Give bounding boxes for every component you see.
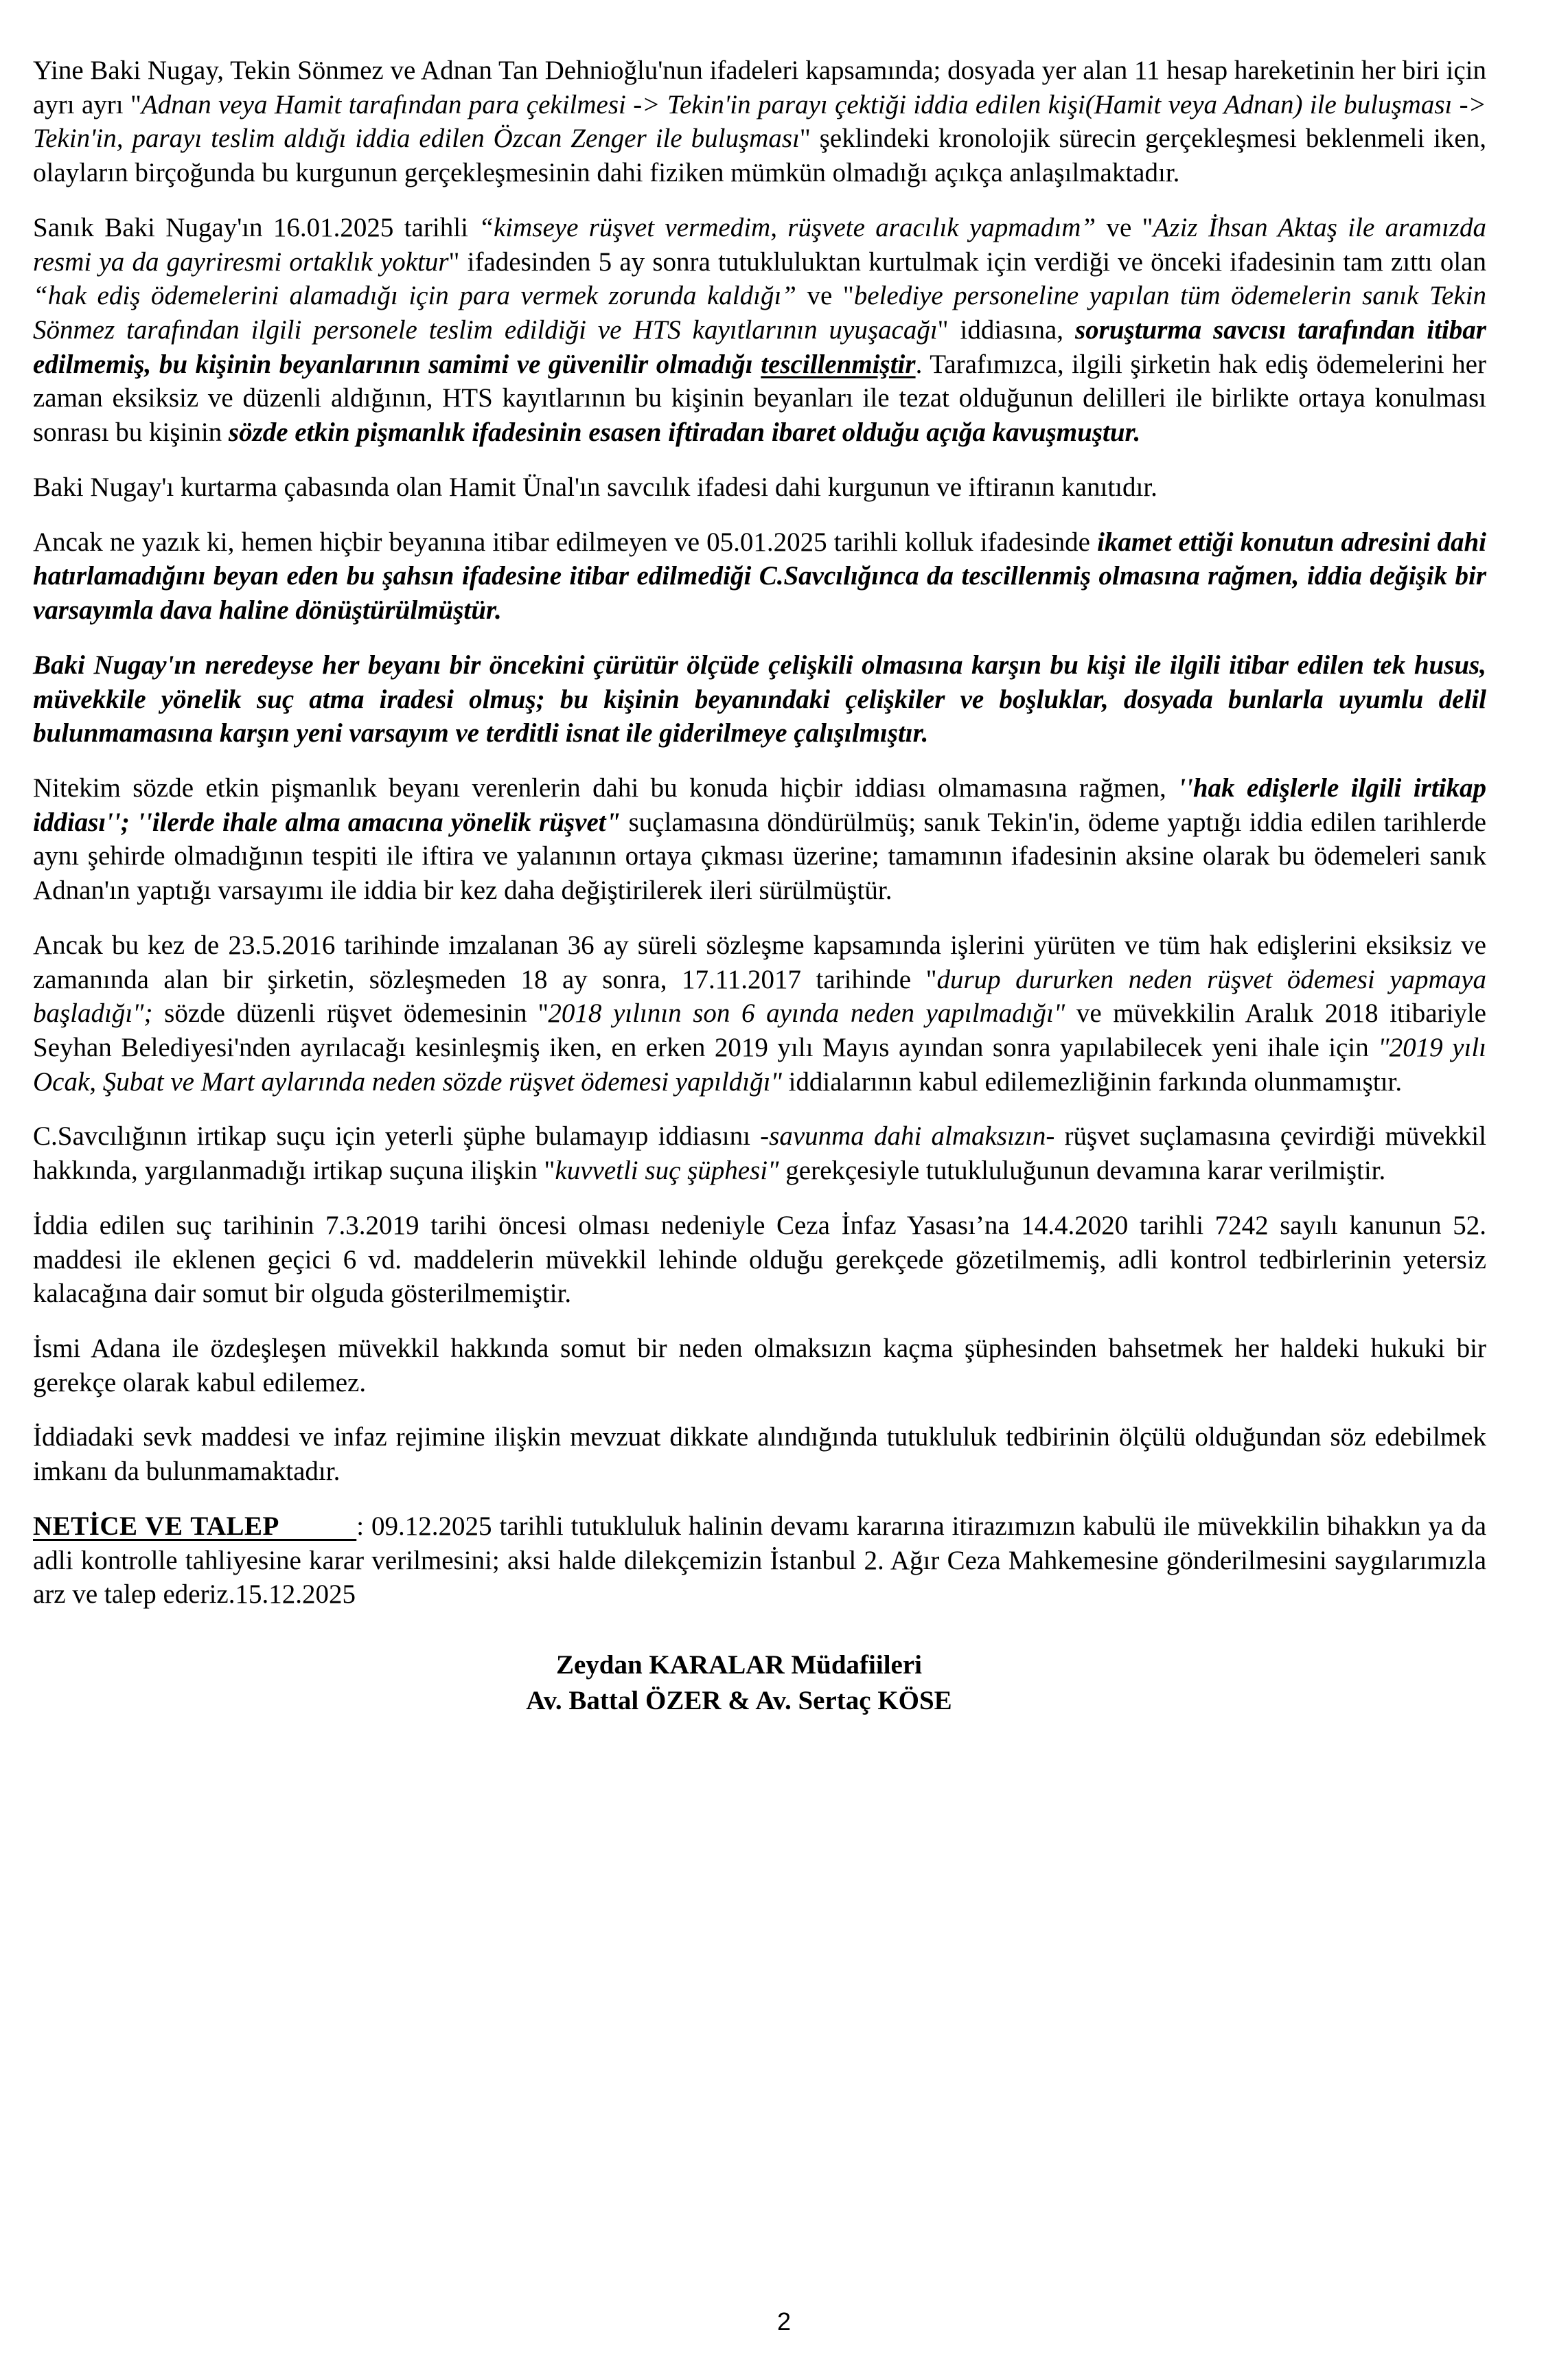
p3-text: Baki Nugay'ı kurtarma çabasında olan Hamit Ünal'ın savcılık ifadesi dahi kurgunun ve iftiranın kanıtıdır. — [33, 472, 1157, 502]
p4-emphasis: ikamet ettiği konutun adresini dahi hatırlamadığını beyan eden bu şahsın ifadesine itibar edilmediği C.Savcılığınca da tescillenmiş olmasına rağmen, iddia değişik bir varsayımla dava haline dönüştürülmüştür. — [33, 527, 1486, 626]
paragraph-9 — [33, 1209, 1486, 1311]
paragraph-1 — [33, 54, 1486, 190]
paragraph-5 — [33, 648, 1486, 751]
p8-segment-plain-3: gerekçesiyle tutukluluğunun devamına karar verilmiştir. — [779, 1156, 1386, 1186]
p1-segment-italic: Adnan veya Hamit tarafından para çekilmesi -> Tekin'in parayı çektiği iddia edilen kişi(Hamit veya Adnan) ile buluşması -> Tekin'in, parayı teslim aldığı iddia edilen Özcan Zenger ile buluşması — [33, 89, 1486, 154]
conclusion-text: : 09.12.2025 tarihli tutukluluk halinin devamı kararına itirazımızın kabulü ile müvekkilin bihakkın ya da adli kontrolle tahliyesine karar verilmesini; aksi halde dilekçemizin İstanbul 2. Ağır Ceza Mahkemesine gönderilmesini saygılarımızla arz ve talep ederiz.15.12.2025 — [33, 1511, 1486, 1610]
p11-text: İddiadaki sevk maddesi ve infaz rejimine ilişkin mevzuat dikkate alındığında tutukluluk tedbirinin ölçülü olduğundan söz edebilmek imkanı da bulunmamaktadır. — [33, 1422, 1486, 1487]
p5-text: Baki Nugay'ın neredeyse her beyanı bir öncekini çürütür ölçüde çelişkili olmasına karşın bu kişi ile ilgili itibar edilen tek husus, müvekkile yönelik suç atma iradesi olmuş; bu kişinin beyanındaki çelişkiler ve boşluklar, dosyada bunlarla uyumlu delil bulunmamasına karşın yeni varsayım ve terditli isnat ile giderilmeye çalışılmıştır. — [33, 650, 1486, 749]
p6-segment-plain-1: Nitekim sözde etkin pişmanlık beyanı verenlerin dahi bu konuda hiçbir iddiası olmamasına rağmen, — [33, 773, 1179, 803]
p2-quote-4: belediye personeline yapılan tüm ödemelerin sanık Tekin Sönmez tarafından ilgili personele teslim edildiği ve HTS kayıtlarının uyuşacağı — [33, 281, 1487, 345]
p2-emphasis-1: soruşturma savcısı tarafından itibar edilmemiş, bu kişinin beyanlarının samimi ve güvenilir olmadığı — [33, 315, 1486, 379]
signature-block — [33, 1647, 1486, 1719]
p2-quote-2: Aziz İhsan Aktaş ile aramızda resmi ya da gayriresmi ortaklık yoktur — [33, 212, 1486, 277]
paragraph-3 — [33, 470, 1486, 505]
p8-segment-plain-1: C.Savcılığının irtikap suçu için yeterli şüphe bulamayıp iddiasını - — [33, 1121, 770, 1152]
p2-emphasis-underlined: tescillenmiştir — [761, 349, 916, 379]
p2-segment-plain-5: " iddiasına, — [937, 315, 1075, 345]
paragraph-7 — [33, 928, 1486, 1099]
signature-line-2: Av. Battal ÖZER & Av. Sertaç KÖSE — [526, 1685, 952, 1715]
signature-line-1: Zeydan KARALAR Müdafiileri — [555, 1650, 922, 1680]
page-number: 2 — [776, 2307, 792, 2335]
paragraph-8 — [33, 1119, 1486, 1187]
p6-emphasis: ''hak edişlerle ilgili irtikap iddiası''; ''ilerde ihale alma amacına yönelik rüşvet" — [33, 773, 1487, 837]
p7-quote-3: "2019 yılı Ocak, Şubat ve Mart aylarında neden sözde rüşvet ödemesi yapıldığı" — [33, 1032, 1486, 1097]
p8-quote-1: kuvvetli suç şüphesi" — [555, 1156, 779, 1186]
paragraph-4 — [33, 525, 1486, 628]
p2-segment-plain-1: Sanık Baki Nugay'ın 16.01.2025 tarihli — [33, 212, 479, 242]
conclusion-paragraph — [33, 1509, 1486, 1612]
paragraph-11 — [33, 1420, 1486, 1488]
paragraph-6 — [33, 771, 1486, 908]
p2-emphasis-2: sözde etkin pişmanlık ifadesinin esasen iftiradan ibaret olduğu açığa kavuşmuştur. — [228, 418, 1141, 448]
p9-text: İddia edilen suç tarihinin 7.3.2019 tarihi öncesi olması nedeniyle Ceza İnfaz Yasası’na 14.4.2020 tarihli 7242 sayılı kanunun 52. maddesi ile eklenen geçici 6 vd. maddelerin müvekkil lehinde olduğu gerekçede gözetilmemiş, adli kontrol tedbirlerinin yetersiz kalacağına dair somut bir olguda gösterilmemiştir. — [33, 1210, 1486, 1309]
p1-segment-plain-2: " şeklindeki kronolojik sürecin gerçekleşmesi beklenmeli iken, olayların birçoğunda bu kurgunun gerçekleşmesinin dahi fiziken mümkün olmadığı açıkça anlaşılmaktadır. — [33, 124, 1486, 188]
p1-segment-plain-1: Yine Baki Nugay, Tekin Sönmez ve Adnan Tan Dehnioğlu'nun ifadeleri kapsamında; dosyada yer alan 11 hesap hareketinin her biri için ayrı ayrı " — [33, 56, 1486, 119]
p7-quote-2: 2018 yılının son 6 ayında neden yapılmadığı" — [548, 998, 1065, 1029]
p7-segment-plain-3: ve müvekkilin Aralık 2018 itibariyle Seyhan Belediyesi'nden ayrılacağı kesinleşmiş iken, en erken 2019 yılı Mayıs ayından sonra yapılabilecek yeni ihale için — [33, 998, 1486, 1062]
p8-italic-1: savunma dahi almaksızın — [769, 1121, 1046, 1152]
p2-segment-plain-3: " ifadesinden 5 ay sonra tutukluluktan kurtulmak için verdiği ve önceki ifadesinin tam zıttı olan — [448, 247, 1486, 277]
p2-segment-plain-6: . Tarafımızca, ilgili şirketin hak ediş ödemelerini her zaman eksiksiz ve düzenli aldığının, HTS kayıtlarının bu kişinin beyanları ile tezat olduğunun delilleri ile birlikte ortaya konulması sonrası bu kişinin — [33, 349, 1486, 448]
paragraph-2 — [33, 211, 1486, 450]
p2-quote-3: “hak ediş ödemelerini alamadığı için para vermek zorunda kaldığı” — [33, 281, 796, 311]
p6-segment-plain-2: suçlamasına döndürülmüş; sanık Tekin'in, ödeme yaptığı iddia edilen tarihlerde aynı şehirde olmadığının tespiti ile iftira ve yalanının ortaya çıkması üzerine; tamamının ifadesinin aksine olarak bu ödemeleri sanık Adnan'ın yaptığı varsayımı ile iddia bir kez daha değiştirilerek ileri sürülmüştür. — [33, 807, 1486, 906]
paragraph-10 — [33, 1332, 1486, 1399]
p7-segment-plain-4: iddialarının kabul edilemezliğinin farkında olunmamıştır. — [781, 1066, 1403, 1097]
p10-text: İsmi Adana ile özdeşleşen müvekkil hakkında somut bir neden olmaksızın kaçma şüphesinden bahsetmek her haldeki hukuki bir gerekçe olarak kabul edilemez. — [33, 1334, 1486, 1397]
p7-segment-plain-2: sözde düzenli rüşvet ödemesinin '' — [152, 998, 549, 1029]
p4-segment-plain: Ancak ne yazık ki, hemen hiçbir beyanına itibar edilmeyen ve 05.01.2025 tarihli kolluk ifadesinde — [33, 527, 1098, 557]
p2-segment-plain-4: ve " — [796, 281, 854, 311]
p7-quote-1: durup dururken neden rüşvet ödemesi yapmaya başladığı"; — [33, 964, 1486, 1029]
p2-quote-1: “kimseye rüşvet vermedim, rüşvete aracılık yapmadım” — [479, 212, 1096, 242]
p2-segment-plain-2: ve " — [1096, 212, 1153, 242]
p8-segment-plain-2: - rüşvet suçlamasına çevirdiği müvekkil hakkında, yargılanmadığı irtikap suçuna ilişkin " — [33, 1121, 1486, 1186]
conclusion-heading: NETİCE VE TALEP — [33, 1511, 357, 1541]
p7-segment-plain-1: Ancak bu kez de 23.5.2016 tarihinde imzalanan 36 ay süreli sözleşme kapsamında işlerini yürüten ve tüm hak edişlerini eksiksiz ve zamanında alan bir şirketin, sözleşmeden 18 ay sonra, 17.11.2017 tarihinde " — [33, 930, 1486, 994]
